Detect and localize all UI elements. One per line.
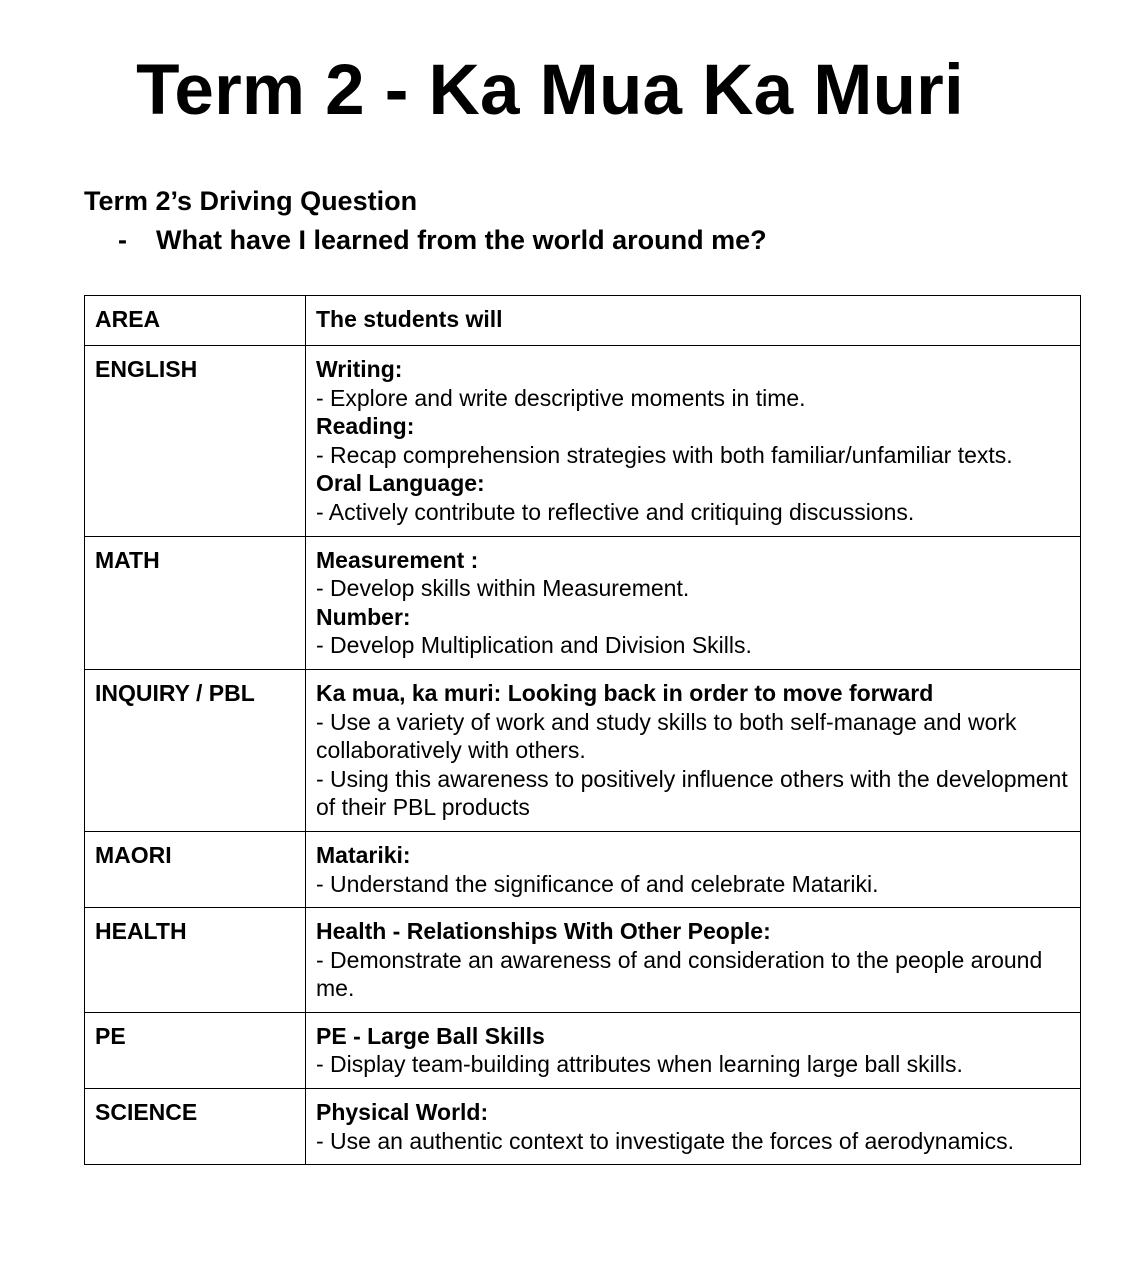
description-cell <box>306 346 1081 537</box>
block-heading: Reading: <box>316 413 415 440</box>
block-line: - Display team-building attributes when learning large ball skills. <box>316 1051 963 1078</box>
bullet-dash: - <box>118 225 127 255</box>
block-line: - Understand the significance of and celebrate Matariki. <box>316 870 879 897</box>
area-cell: HEALTH <box>85 908 306 1013</box>
block-line: - Develop Multiplication and Division Skills. <box>316 632 752 659</box>
block-heading: Number: <box>316 603 411 630</box>
table-row <box>85 536 1081 669</box>
driving-question-heading: Term 2’s Driving Question <box>84 186 418 216</box>
area-cell: INQUIRY / PBL <box>85 669 306 831</box>
description-cell <box>306 1012 1081 1088</box>
area-cell: PE <box>85 1012 306 1088</box>
table-row <box>85 908 1081 1013</box>
table-row <box>85 831 1081 907</box>
table-row <box>85 1089 1081 1165</box>
curriculum-table <box>84 295 1081 1165</box>
table-row <box>85 1012 1081 1088</box>
description-cell <box>306 669 1081 831</box>
description-cell <box>306 536 1081 669</box>
block-line: - Use a variety of work and study skills to both self-manage and work collaboratively with others. <box>316 708 1017 764</box>
block-heading: Ka mua, ka muri: Looking back in order to move forward <box>316 679 934 706</box>
block-line: - Explore and write descriptive moments in time. <box>316 384 806 411</box>
table-row <box>85 669 1081 831</box>
area-cell: ENGLISH <box>85 346 306 537</box>
table-row <box>85 346 1081 537</box>
area-cell: MATH <box>85 536 306 669</box>
header-area-cell: AREA <box>85 296 306 346</box>
block-line: - Actively contribute to reflective and critiquing discussions. <box>316 498 915 525</box>
block-line: - Develop skills within Measurement. <box>316 575 690 602</box>
block-heading: Physical World: <box>316 1099 489 1126</box>
block-line: - Using this awareness to positively influence others with the development of their PBL products <box>316 765 1068 821</box>
block-heading: Writing: <box>316 356 403 382</box>
description-cell <box>306 1089 1081 1165</box>
block-heading: Oral Language: <box>316 470 485 497</box>
area-cell: SCIENCE <box>85 1089 306 1165</box>
block-line: - Recap comprehension strategies with both familiar/unfamiliar texts. <box>316 441 1013 468</box>
curriculum-table-body <box>85 296 1081 1165</box>
block-line: - Demonstrate an awareness of and consideration to the people around me. <box>316 946 1043 1002</box>
header-description-cell: The students will <box>306 296 1081 346</box>
block-heading: Health - Relationships With Other People: <box>316 918 771 945</box>
driving-question-item <box>118 224 767 256</box>
block-heading: Matariki: <box>316 841 411 868</box>
table-header-row <box>85 296 1081 346</box>
page-title: Term 2 - Ka Mua Ka Muri <box>136 51 964 130</box>
description-cell <box>306 908 1081 1013</box>
area-cell: MAORI <box>85 831 306 907</box>
block-line: - Use an authentic context to investigate the forces of aerodynamics. <box>316 1127 1015 1154</box>
description-cell <box>306 831 1081 907</box>
block-heading: PE - Large Ball Skills <box>316 1022 545 1049</box>
driving-question-text: What have I learned from the world around me? <box>156 225 767 255</box>
block-heading: Measurement : <box>316 546 479 573</box>
